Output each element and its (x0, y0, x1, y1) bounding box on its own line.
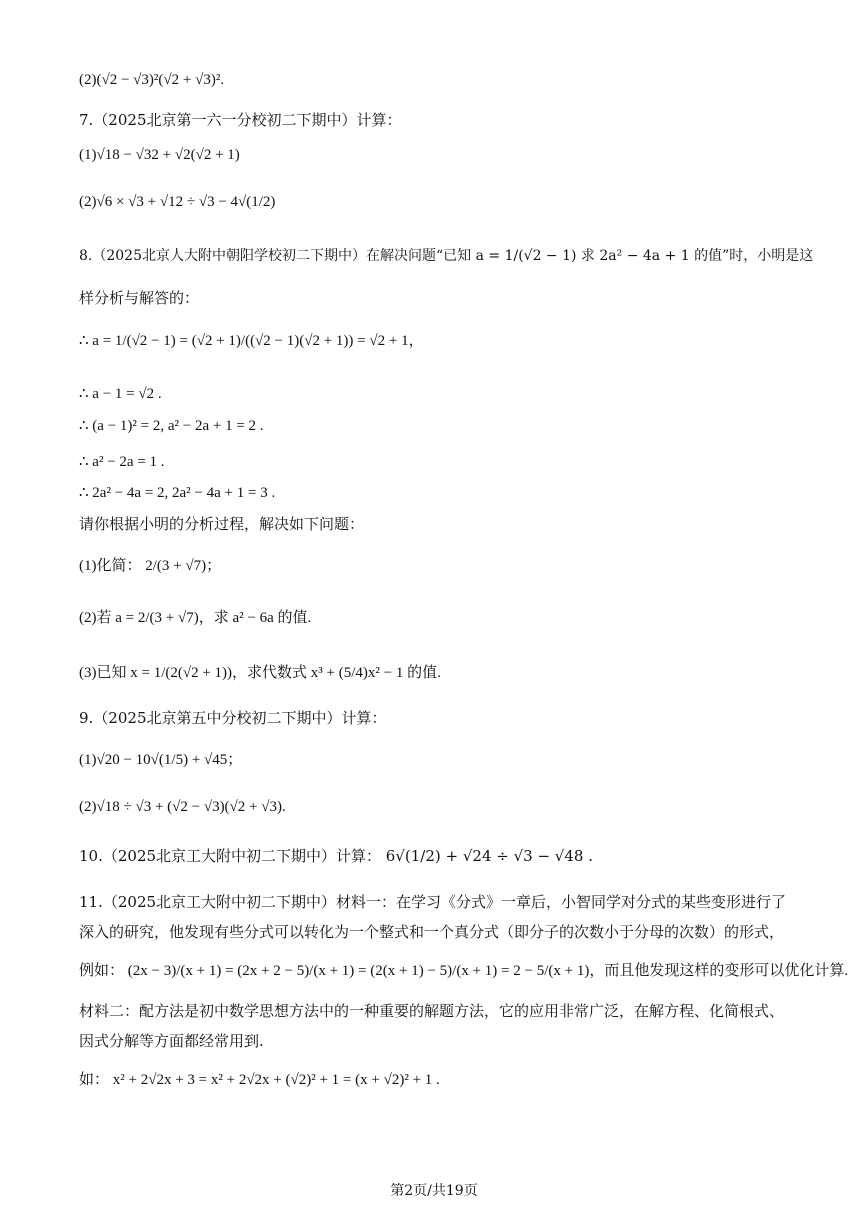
q6-part2 (79, 70, 808, 90)
q11-para1 (79, 887, 791, 947)
q11-para2 (79, 996, 791, 1056)
q6-part2-text: (2)(√2 − √3)²(√2 + √3)². (79, 72, 225, 88)
q8-part1 (79, 556, 808, 576)
q9-part1 (79, 750, 808, 770)
q8-step5 (79, 483, 808, 503)
q8-part2-text: (2)若 a = 2/(3 + √7)，求 a² − 6a 的值. (79, 610, 312, 626)
q9-part2-text: (2)√18 ÷ √3 + (√2 − √3)(√2 + √3). (79, 799, 286, 815)
q7-part2 (79, 192, 808, 212)
q10 (79, 846, 808, 866)
q10-text: 10.（2025北京工大附中初二下期中）计算： 6√(1/2) + √24 ÷ √3 − √48 . (79, 847, 593, 865)
q9-part1-text: (1)√20 − 10√(1/5) + √45； (79, 752, 243, 768)
q8-step2 (79, 384, 808, 404)
q8-step3-text: ∴ (a − 1)² = 2, a² − 2a + 1 = 2 . (79, 418, 264, 434)
q8-step4-text: ∴ a² − 2a = 1 . (79, 454, 165, 470)
q11-example-text: 例如： (2x − 3)/(x + 1) = (2x + 2 − 5)/(x + 1) = (2(x + 1) − 5)/(x + 1) = 2 − 5/(x + 1)，而且他发现这样的变形可以优化计算. (79, 963, 849, 979)
q8-step1-text: ∴ a = 1/(√2 − 1) = (√2 + 1)/((√2 − 1)(√2 + 1)) = √2 + 1， (79, 333, 424, 349)
q11-example (79, 961, 849, 981)
q9-header (79, 708, 808, 728)
q8-part3 (79, 663, 808, 683)
q7-part1 (79, 145, 808, 165)
q8-step5-text: ∴ 2a² − 4a = 2, 2a² − 4a + 1 = 3 . (79, 485, 276, 501)
q7-header-text: 7.（2025北京第一六一分校初二下期中）计算： (79, 111, 402, 129)
q8-header-line1 (79, 246, 814, 266)
q7-header (79, 110, 808, 130)
q8-part2 (79, 608, 808, 628)
q11-para2-text: 材料二：配方法是初中数学思想方法中的一种重要的解题方法，它的应用非常广泛，在解方程、化简根式、因式分解等方面都经常用到. (79, 1002, 785, 1050)
q8-step3 (79, 416, 808, 436)
q9-part2 (79, 797, 808, 817)
q11-para1-text: 11.（2025北京工大附中初二下期中）材料一：在学习《分式》一章后，小智同学对分式的某些变形进行了深入的研究，他发现有些分式可以转化为一个整式和一个真分式（即分子的次数小于分母的次数）的形式， (79, 893, 787, 941)
q7-part1-text: (1)√18 − √32 + √2(√2 + 1) (79, 147, 240, 163)
q8-step1 (79, 331, 808, 351)
q8-part3-text: (3)已知 x = 1/(2(√2 + 1))，求代数式 x³ + (5/4)x² − 1 的值. (79, 665, 441, 681)
q7-part2-text: (2)√6 × √3 + √12 ÷ √3 − 4√(1/2) (79, 194, 276, 210)
q8-header-line2 (79, 288, 808, 308)
q8-ask-text: 请你根据小明的分析过程，解决如下问题： (79, 515, 365, 533)
q8-header-line1-text: 8.（2025北京人大附中朝阳学校初二下期中）在解决问题“已知 a = 1/(√2 − 1) 求 2a² − 4a + 1 的值”时，小明是这 (79, 248, 814, 264)
page-number: 第2页/共19页 (390, 1183, 478, 1199)
q9-header-text: 9.（2025北京第五中分校初二下期中）计算： (79, 709, 387, 727)
page-footer (0, 1180, 868, 1200)
q8-step2-text: ∴ a − 1 = √2 . (79, 386, 162, 402)
q8-step4 (79, 452, 808, 472)
q8-ask (79, 514, 808, 534)
q8-part1-text: (1)化简： 2/(3 + √7)； (79, 558, 222, 574)
q11-example2-text: 如： x² + 2√2x + 3 = x² + 2√2x + (√2)² + 1 = (x + √2)² + 1 . (79, 1072, 440, 1088)
q11-example2 (79, 1070, 808, 1090)
q8-header-line2-text: 样分析与解答的： (79, 289, 200, 307)
